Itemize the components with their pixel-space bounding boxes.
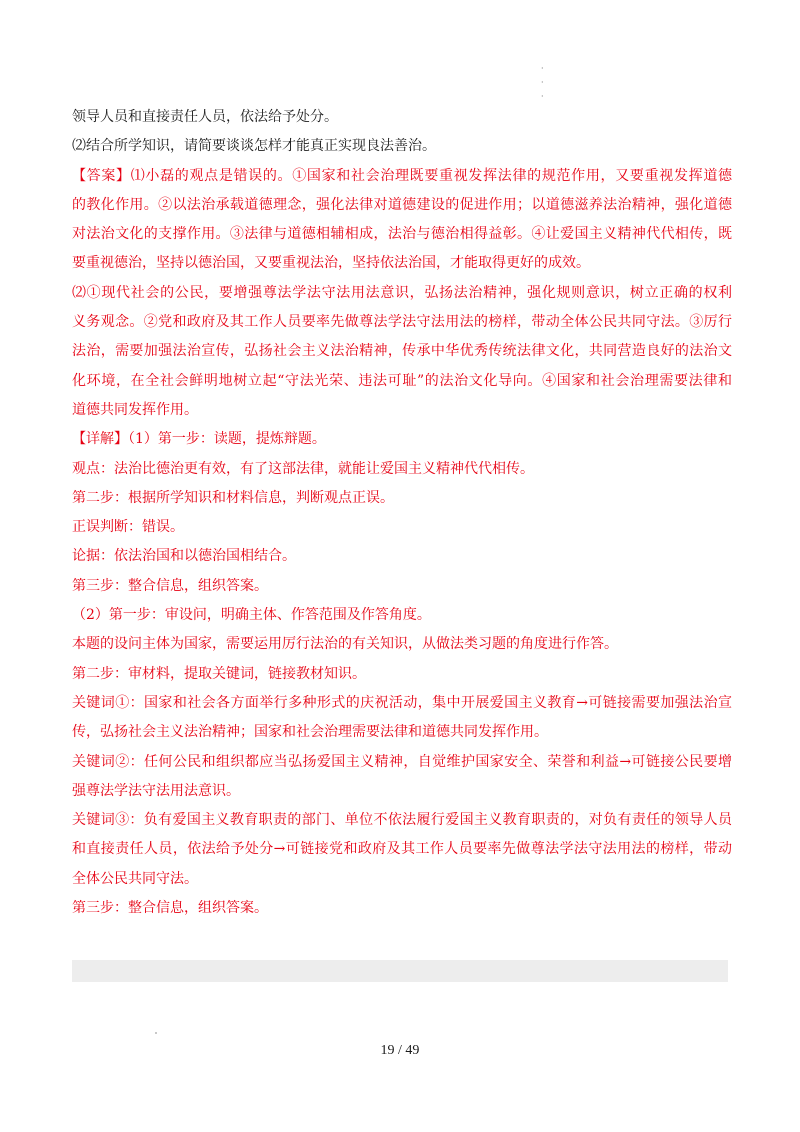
page-number: 19 / 49 <box>380 1043 420 1058</box>
text-line: 论据：依法治国和以德治国相结合。 <box>72 548 296 565</box>
header-mark: · <box>541 64 544 73</box>
header-marks <box>541 62 547 104</box>
text-line: 和直接责任人员，依法给予处分→可链接党和政府及其工作人员要率先做尊法学法守法用法的榜样，带动 <box>72 841 732 858</box>
text-line: 领导人员和直接责任人员，依法给予处分。 <box>72 109 338 125</box>
text-line: （2）第一步：审设问，明确主体、作答范围及作答角度。 <box>72 607 431 624</box>
text-line: 第二步：根据所学知识和材料信息，判断观点正误。 <box>72 489 394 506</box>
text-line: 正误判断：错误。 <box>72 519 184 536</box>
text-line: 强尊法学法守法用法意识。 <box>72 782 240 799</box>
text-line: 本题的设问主体为国家，需要运用厉行法治的有关知识，从做法类习题的角度进行作答。 <box>72 636 618 653</box>
text-line: 【答案】⑴小磊的观点是错误的。①国家和社会治理既要重视发挥法律的规范作用，又要重视发挥道德 <box>72 167 732 184</box>
text-line: 第二步：审材料，提取关键词，链接教材知识。 <box>72 665 366 682</box>
decorative-dot <box>155 1032 157 1034</box>
header-mark: · <box>541 92 544 101</box>
text-line: 第三步：整合信息，组织答案。 <box>72 900 268 917</box>
text-line: 的教化作用。②以法治承载道德理念，强化法律对道德建设的促进作用；以道德滋养法治精神，强化道德 <box>72 196 732 213</box>
document-body <box>72 103 732 923</box>
text-line: 关键词①：国家和社会各方面举行多种形式的庆祝活动，集中开展爱国主义教育→可链接需要加强法治宣 <box>72 694 732 711</box>
text-line: 全体公民共同守法。 <box>72 870 198 887</box>
header-mark: · <box>541 78 544 87</box>
text-line: 义务观念。②党和政府及其工作人员要率先做尊法学法守法用法的榜样，带动全体公民共同守法。③厉行 <box>72 314 732 331</box>
text-line: 传，弘扬社会主义法治精神；国家和社会治理需要法律和道德共同发挥作用。 <box>72 724 548 741</box>
text-line: 道德共同发挥作用。 <box>72 401 198 418</box>
text-line: 化环境，在全社会鲜明地树立起“守法光荣、违法可耻”的法治文化导向。④国家和社会治理需要法律和 <box>72 372 732 389</box>
text-line: 关键词③：负有爱国主义教育职责的部门、单位不依法履行爱国主义教育职责的，对负有责任的领导人员 <box>72 812 732 829</box>
text-line: 要重视德治，坚持以德治国，又要重视法治，坚持依法治国，才能取得更好的成效。 <box>72 255 590 272</box>
text-line: 【详解】（1）第一步：读题，提炼辩题。 <box>72 431 326 448</box>
text-line: 关键词②：任何公民和组织都应当弘扬爱国主义精神，自觉维护国家安全、荣誉和利益→可链接公民要增 <box>72 753 732 770</box>
text-line: 法治，需要加强法治宣传，弘扬社会主义法治精神，传承中华优秀传统法律文化，共同营造良好的法治文 <box>72 343 732 360</box>
text-line: 对法治文化的支撑作用。③法律与道德相辅相成，法治与德治相得益彰。④让爱国主义精神代代相传，既 <box>72 226 732 243</box>
text-line: 观点：法治比德治更有效，有了这部法律，就能让爱国主义精神代代相传。 <box>72 460 534 477</box>
answer-divider-bar <box>72 960 728 982</box>
text-line: ⑵①现代社会的公民，要增强尊法学法守法用法意识，弘扬法治精神，强化规则意识，树立正确的权利 <box>72 284 732 301</box>
text-line: ⑵结合所学知识，请简要谈谈怎样才能真正实现良法善治。 <box>72 138 436 155</box>
text-line: 第三步：整合信息，组织答案。 <box>72 577 268 594</box>
